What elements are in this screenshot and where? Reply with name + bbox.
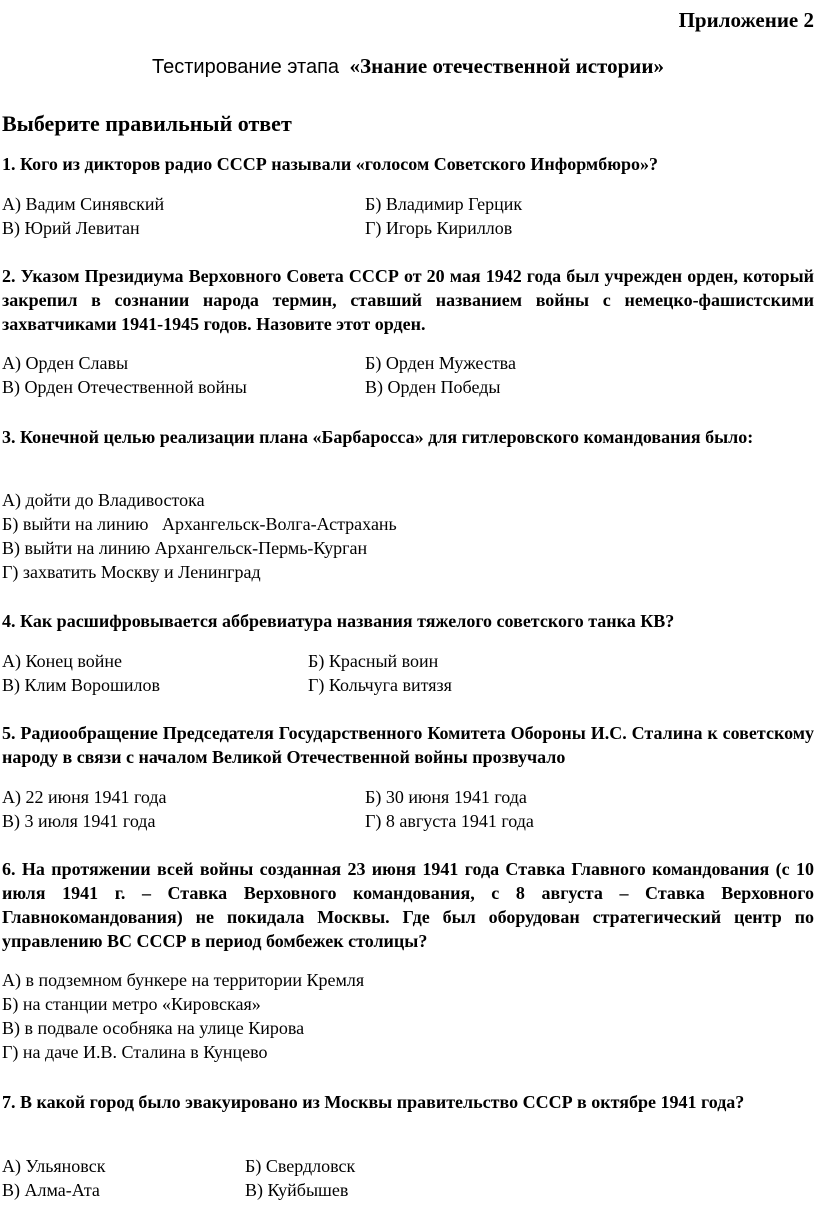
option-c: В) 3 июля 1941 года (2, 811, 156, 831)
question-6: 6. На протяжении всей войны созданная 23 июня 1941 года Ставка Главного командования (с 10 июля 1941 г. – Ставка Верховного командования, с 8 августа – Ставка Верховного Главнокомандования) не покидала Москвы. Где был оборудован стратегический центр по управлению ВС СССР в период бомбежек столицы? (2, 859, 814, 951)
option-c: В) в подвале особняка на улице Кирова (2, 1018, 305, 1038)
option-d: Г) захватить Москву и Ленинград (2, 562, 261, 582)
option-b: Б) Красный воин (308, 651, 439, 671)
question-1: 1. Кого из дикторов радио СССР называли «голосом Советского Информбюро»? (2, 154, 658, 174)
question-7: 7. В какой город было эвакуировано из Москвы правительство СССР в октябре 1941 года? (2, 1092, 745, 1112)
title-prefix: Тестирование этапа (152, 56, 340, 78)
option-b: Б) 30 июня 1941 года (365, 787, 527, 807)
option-a: А) Орден Славы (2, 353, 129, 373)
option-b: Б) Владимир Герцик (365, 194, 523, 214)
answers-7 (2, 1154, 814, 1202)
question-3: 3. Конечной целью реализации плана «Барбаросса» для гитлеровского командования было: (2, 427, 754, 447)
option-a: А) Конец войне (2, 651, 122, 671)
question-5: 5. Радиообращение Председателя Государственного Комитета Обороны И.С. Сталина к советскому народу в связи с началом Великой Отечественной войны прозвучало (2, 723, 814, 767)
option-d: В) Куйбышев (245, 1180, 349, 1200)
option-b: Б) Свердловск (245, 1156, 356, 1176)
answers-4 (2, 649, 814, 697)
option-d: Г) на даче И.В. Сталина в Кунцево (2, 1042, 268, 1062)
question-4: 4. Как расшифровывается аббревиатура названия тяжелого советского танка КВ? (2, 611, 675, 631)
option-a: А) в подземном бункере на территории Кремля (2, 970, 365, 990)
answers-6 (2, 968, 814, 1064)
option-d: В) Орден Победы (365, 377, 501, 397)
option-c: В) Юрий Левитан (2, 218, 140, 238)
option-c: В) Алма-Ата (2, 1180, 100, 1200)
option-c: В) Орден Отечественной войны (2, 377, 247, 397)
answers-3 (2, 488, 814, 584)
option-c: В) выйти на линию Архангельск-Пермь-Курган (2, 538, 368, 558)
option-b: Б) Орден Мужества (365, 353, 516, 373)
option-d: Г) Игорь Кириллов (365, 218, 513, 238)
answers-5 (2, 785, 814, 833)
instruction-heading: Выберите правильный ответ (2, 111, 292, 136)
option-a: А) дойти до Владивостока (2, 490, 205, 510)
option-c: В) Клим Ворошилов (2, 675, 160, 695)
option-d: Г) Кольчуга витязя (308, 675, 452, 695)
question-2: 2. Указом Президиума Верховного Совета СССР от 20 мая 1942 года был учрежден орден, который закрепил в сознании народа термин, ставший названием войны с немецко-фашистскими захватчиками 1941-1945 годов. Назовите этот орден. (2, 266, 814, 334)
page-title (0, 54, 816, 79)
option-b: Б) выйти на линию Архангельск-Волга-Астрахань (2, 514, 397, 534)
appendix-label: Приложение 2 (678, 8, 814, 32)
option-b: Б) на станции метро «Кировская» (2, 994, 261, 1014)
option-d: Г) 8 августа 1941 года (365, 811, 534, 831)
answers-1 (2, 192, 814, 240)
answers-2 (2, 351, 814, 399)
option-a: А) Вадим Синявский (2, 194, 165, 214)
option-a: А) 22 июня 1941 года (2, 787, 167, 807)
title-topic: «Знание отечественной истории» (349, 54, 664, 78)
option-a: А) Ульяновск (2, 1156, 106, 1176)
